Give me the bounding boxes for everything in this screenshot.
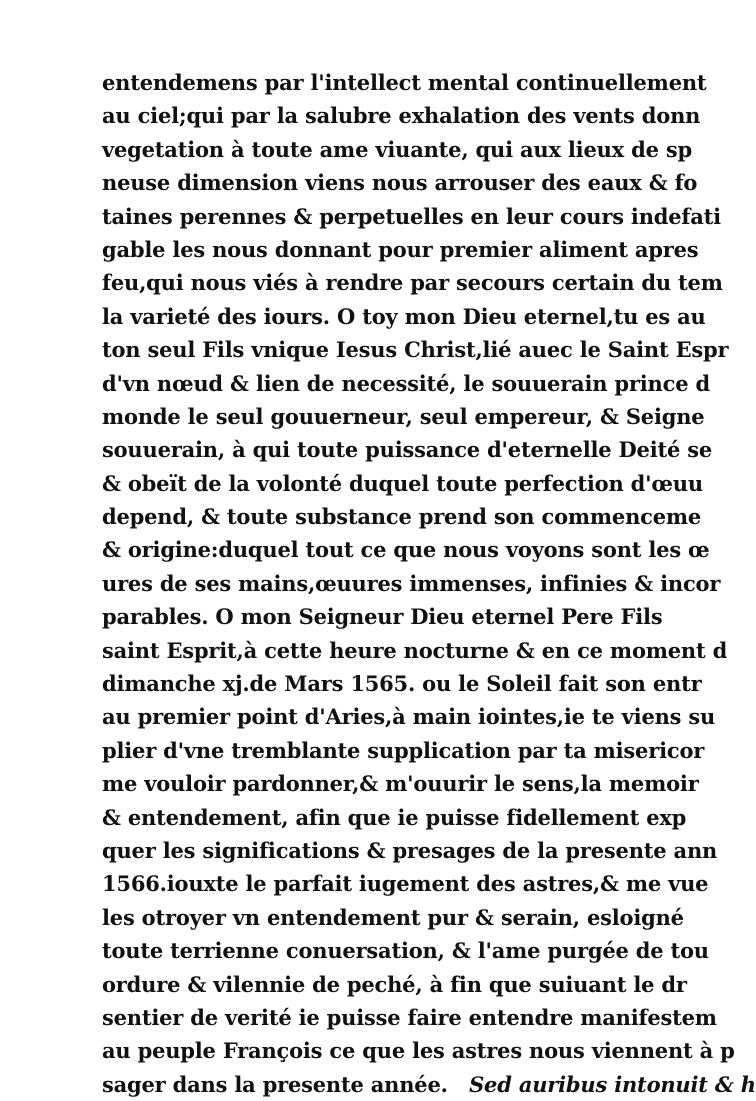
text-line: taines perennes & perpetuelles en leur cours indefati: [102, 203, 721, 229]
text-line: & origine:duquel tout ce que nous voyons sont les œ: [102, 537, 710, 563]
text-line: ures de ses mains,œuures immenses, infinies & incor: [102, 570, 721, 596]
text-line: me vouloir pardonner,& m'ouurir le sens,la memoir: [102, 771, 699, 797]
text-line: les otroyer vn entendement pur & serain, esloigné: [102, 904, 684, 930]
text-line: saint Esprit,à cette heure nocturne & en ce moment d: [102, 637, 728, 663]
text-line: souuerain, à qui toute puissance d'eternelle Deité se: [102, 437, 713, 463]
text-line: entendemens par l'intellect mental continuellement: [102, 70, 707, 95]
text-line: au ciel;qui par la salubre exhalation des vents donn: [102, 103, 701, 129]
text-line: quer les significations & presages de la presente ann: [102, 837, 718, 863]
latin-italic-text: Sed auribus intonuit & h: [469, 1071, 756, 1097]
final-roman-text: sager dans la presente année.: [102, 1071, 448, 1097]
text-line: parables. O mon Seigneur Dieu eternel Pere Fils: [102, 604, 663, 630]
text-line: sentier de verité ie puisse faire entendre manifestem: [102, 1004, 717, 1030]
text-line: dimanche xj.de Mars 1565. ou le Soleil fait son entr: [102, 671, 702, 697]
text-line: au premier point d'Aries,à main iointes,ie te viens su: [102, 704, 716, 730]
text-line-final: [102, 1068, 756, 1101]
text-line: au peuple François ce que les astres nous viennent à p: [102, 1038, 735, 1064]
text-line: & entendement, afin que ie puisse fidellement exp: [102, 804, 687, 830]
text-line: ton seul Fils vnique Iesus Christ,lié auec le Saint Espr: [102, 337, 729, 363]
text-line: 1566.iouxte le parfait iugement des astres,& me vue: [102, 871, 709, 897]
text-line: vegetation à toute ame viuante, qui aux lieux de sp: [102, 136, 692, 162]
text-line: ordure & vilennie de peché, à fin que suiuant le dr: [102, 971, 687, 997]
text-line: la varieté des iours. O toy mon Dieu eternel,tu es au: [102, 303, 706, 329]
text-line: plier d'vne tremblante supplication par ta misericor: [102, 737, 705, 763]
body-text: [102, 66, 756, 1101]
text-line: gable les nous donnant pour premier aliment apres: [102, 236, 699, 262]
text-line: d'vn nœud & lien de necessité, le souuerain prince d: [102, 370, 710, 396]
text-line: toute terrienne conuersation, & l'ame purgée de tou: [102, 938, 709, 964]
text-line: depend, & toute substance prend son commenceme: [102, 504, 702, 530]
text-line: & obeït de la volonté duquel toute perfection d'œuu: [102, 470, 703, 496]
text-line: monde le seul gouuerneur, seul empereur, & Seigne: [102, 403, 705, 429]
text-line: feu,qui nous viés à rendre par secours certain du tem: [102, 270, 723, 296]
text-line: neuse dimension viens nous arrouser des eaux & fo: [102, 170, 698, 196]
